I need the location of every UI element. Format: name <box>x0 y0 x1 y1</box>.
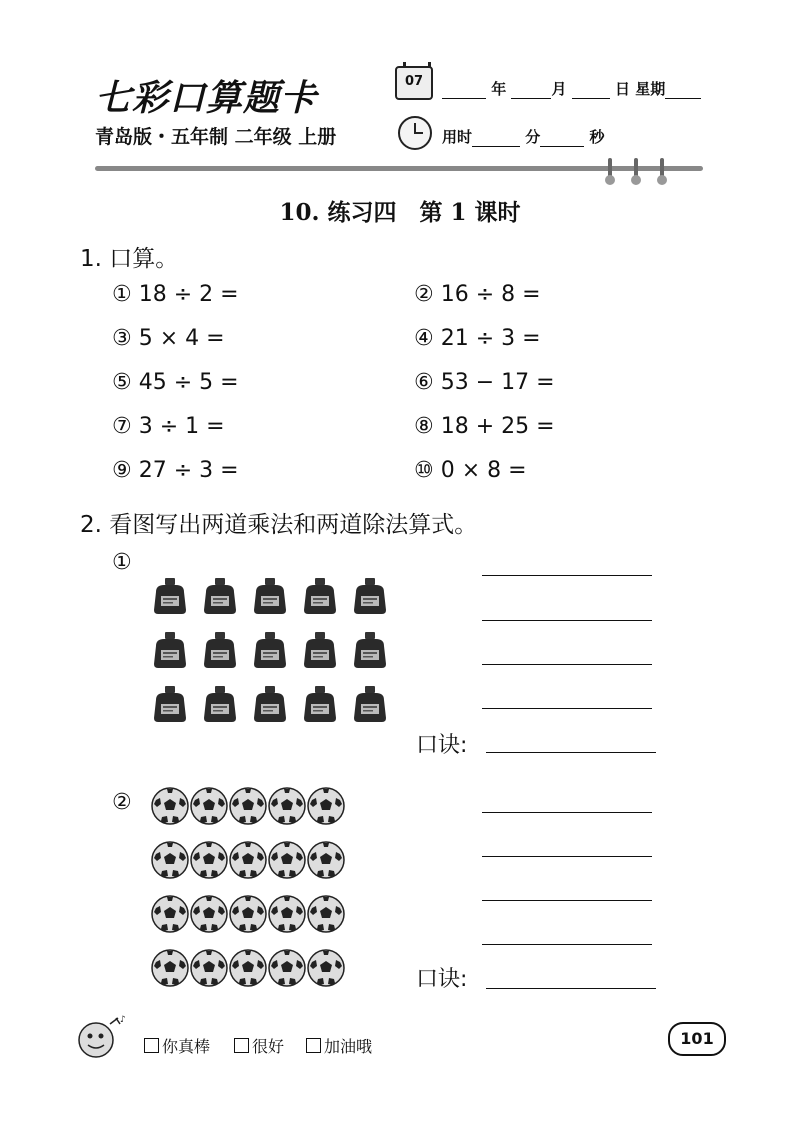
koujue-answer-line[interactable] <box>486 988 656 989</box>
soccer-ball-icon <box>150 840 190 880</box>
lesson-title: 10. 练习四 第 1 课时 <box>279 199 521 226</box>
soccer-ball-icon <box>189 786 229 826</box>
page-number: 101 <box>668 1022 726 1056</box>
calendar-day: 07 <box>404 74 424 89</box>
soccer-ball-icon <box>306 948 346 988</box>
soccer-ball-icon <box>228 840 268 880</box>
rating-option[interactable] <box>144 1034 210 1057</box>
question-1-label: 1. 口算。 <box>80 246 179 272</box>
answer-line[interactable] <box>482 812 652 813</box>
q1-item: ⑧ 18 + 25 = <box>414 414 555 439</box>
soccer-ball-icon <box>189 840 229 880</box>
answer-line[interactable] <box>482 856 652 857</box>
pin-icon <box>634 158 638 180</box>
ink-bottle-icon <box>200 684 240 724</box>
koujue-label: 口诀: <box>416 733 468 758</box>
day-label: 日 <box>614 80 630 98</box>
soccer-ball-icon <box>189 948 229 988</box>
soccer-ball-icon <box>267 948 307 988</box>
checkbox-icon[interactable] <box>234 1038 249 1053</box>
clock-icon <box>398 116 432 150</box>
answer-line[interactable] <box>482 575 652 576</box>
answer-line[interactable] <box>482 708 652 709</box>
koujue-label: 口诀: <box>416 967 468 992</box>
weekday-label: 星期 <box>635 80 666 98</box>
question-2-label: 2. 看图写出两道乘法和两道除法算式。 <box>80 512 478 538</box>
date-field[interactable] <box>442 78 701 99</box>
soccer-ball-grid <box>150 786 350 992</box>
svg-text:♪: ♪ <box>120 1015 126 1025</box>
q1-item: ① 18 ÷ 2 = <box>112 282 239 307</box>
q1-item: ⑤ 45 ÷ 5 = <box>112 370 239 395</box>
ink-bottle-icon <box>300 630 340 670</box>
second-label: 秒 <box>589 128 605 146</box>
calendar-icon <box>395 66 433 100</box>
ink-bottle-icon <box>200 630 240 670</box>
soccer-ball-icon <box>306 840 346 880</box>
brand-logo: 七彩口算题卡 <box>95 77 318 119</box>
time-field[interactable] <box>442 126 605 147</box>
month-label: 月 <box>551 80 567 98</box>
q1-item: ⑥ 53 − 17 = <box>414 370 555 395</box>
q1-item: ② 16 ÷ 8 = <box>414 282 541 307</box>
ink-bottle-icon <box>350 684 390 724</box>
pin-icon <box>660 158 664 180</box>
soccer-ball-icon <box>150 948 190 988</box>
q1-item: ⑩ 0 × 8 = <box>414 458 527 483</box>
koujue-answer-line[interactable] <box>486 752 656 753</box>
soccer-ball-icon <box>189 894 229 934</box>
answer-line[interactable] <box>482 664 652 665</box>
mascot-icon <box>70 1010 130 1070</box>
soccer-ball-icon <box>228 894 268 934</box>
soccer-ball-icon <box>150 894 190 934</box>
ink-bottle-grid <box>150 576 400 726</box>
ink-bottle-icon <box>250 576 290 616</box>
ink-bottle-icon <box>150 576 190 616</box>
ink-bottle-icon <box>300 576 340 616</box>
time-label: 用时 <box>442 128 473 146</box>
q1-item: ⑨ 27 ÷ 3 = <box>112 458 239 483</box>
soccer-ball-icon <box>267 840 307 880</box>
part-2-marker: ② <box>112 790 132 815</box>
answer-line[interactable] <box>482 620 652 621</box>
ink-bottle-icon <box>350 576 390 616</box>
edition-subtitle: 青岛版・五年制 二年级 上册 <box>95 126 337 148</box>
part-1-marker: ① <box>112 550 132 575</box>
q1-item: ⑦ 3 ÷ 1 = <box>112 414 225 439</box>
pin-icon <box>608 158 612 180</box>
soccer-ball-icon <box>306 894 346 934</box>
checkbox-icon[interactable] <box>306 1038 321 1053</box>
q1-item: ③ 5 × 4 = <box>112 326 225 351</box>
ink-bottle-icon <box>150 630 190 670</box>
rating-label: 你真棒 <box>162 1037 211 1056</box>
soccer-ball-icon <box>150 786 190 826</box>
soccer-ball-icon <box>228 948 268 988</box>
rating-label: 很好 <box>252 1037 285 1056</box>
ink-bottle-icon <box>150 684 190 724</box>
ink-bottle-icon <box>200 576 240 616</box>
year-label: 年 <box>491 80 507 98</box>
checkbox-icon[interactable] <box>144 1038 159 1053</box>
rating-label: 加油哦 <box>324 1037 373 1056</box>
rating-option[interactable] <box>306 1034 372 1057</box>
soccer-ball-icon <box>306 786 346 826</box>
rating-option[interactable] <box>234 1034 284 1057</box>
soccer-ball-icon <box>267 786 307 826</box>
answer-line[interactable] <box>482 944 652 945</box>
answer-line[interactable] <box>482 900 652 901</box>
soccer-ball-icon <box>267 894 307 934</box>
ink-bottle-icon <box>250 684 290 724</box>
ink-bottle-icon <box>350 630 390 670</box>
minute-label: 分 <box>525 128 541 146</box>
soccer-ball-icon <box>228 786 268 826</box>
q1-item: ④ 21 ÷ 3 = <box>414 326 541 351</box>
ink-bottle-icon <box>250 630 290 670</box>
ink-bottle-icon <box>300 684 340 724</box>
